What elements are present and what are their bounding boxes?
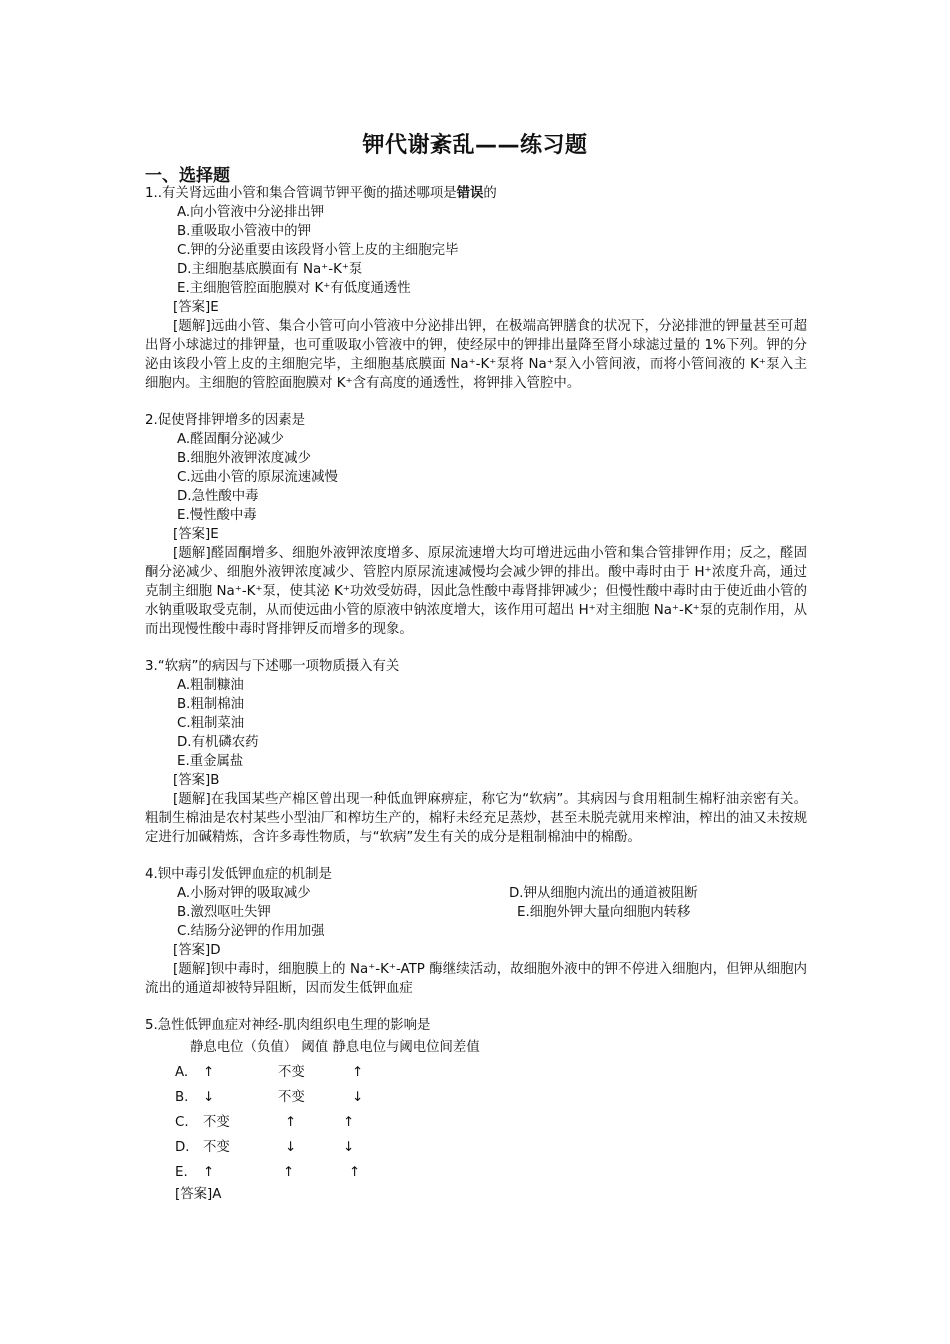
option: E.主细胞管腔面胞膜对 K⁺有低度通透性 (177, 281, 411, 296)
cell: ↓ (203, 1090, 215, 1105)
answer: [答案]D (173, 943, 221, 958)
option: A.小肠对钾的吸取减少 (177, 886, 311, 901)
table-row (145, 1085, 807, 1110)
option: D.有机磷农药 (177, 735, 259, 750)
cell: ↑ (349, 1165, 361, 1180)
option: D.急性酸中毒 (177, 489, 259, 504)
option: A.醛固酮分泌减少 (177, 432, 284, 447)
option: E.慢性酸中毒 (177, 508, 257, 523)
cell: ↑ (203, 1165, 215, 1180)
option: B.激烈呕吐失钾 (177, 905, 271, 920)
cell: ↑ (352, 1065, 364, 1080)
option: A.向小管液中分泌排出钾 (177, 205, 325, 220)
question-stem: 2.促使肾排钾增多的因素是 (145, 413, 306, 428)
cell: ↑ (203, 1065, 215, 1080)
option: C.结肠分泌钾的作用加强 (177, 924, 325, 939)
table-row (145, 1110, 807, 1135)
cell: 不变 (278, 1065, 305, 1080)
option: B.细胞外液钾浓度减少 (177, 451, 311, 466)
option: C.粗制菜油 (177, 716, 245, 731)
option: A.粗制糠油 (177, 678, 244, 693)
option: C.远曲小管的原尿流速减慢 (177, 470, 338, 485)
section-heading: 一、选择题 (145, 166, 230, 186)
question-stem (145, 184, 807, 203)
row-label: E. (175, 1165, 188, 1180)
answer: [答案]E (173, 300, 219, 315)
explanation: [题解]钡中毒时，细胞膜上的 Na⁺-K⁺-ATP 酶继续活动，故细胞外液中的钾不停进入细胞内，但钾从细胞内流出的通道却被特异阻断，因而发生低钾血症 (145, 962, 807, 996)
cell: ↓ (285, 1140, 297, 1155)
option: D.钾从细胞内流出的通道被阻断 (509, 886, 698, 901)
question-stem: 5.急性低钾血症对神经-肌肉组织电生理的影响是 (145, 1018, 431, 1033)
stem-text-tail: 的 (483, 186, 497, 201)
option: E.重金属盐 (177, 754, 244, 769)
page-title: 钾代谢紊乱——练习题 (362, 133, 588, 158)
row-label: D. (175, 1140, 190, 1155)
question-list (145, 184, 807, 1204)
table-header: 静息电位（负值） 阈值 静息电位与阈电位间差值 (190, 1040, 480, 1055)
question-stem: 4.钡中毒引发低钾血症的机制是 (145, 867, 332, 882)
option: B.重吸取小管液中的钾 (177, 224, 311, 239)
table-row (145, 1060, 807, 1085)
table-row (145, 1160, 807, 1185)
cell: 不变 (203, 1140, 230, 1155)
explanation: [题解]远曲小管、集合小管可向小管液中分泌排出钾，在极端高钾膳食的状况下，分泌排泄的钾量甚至可超出肾小球滤过的排钾量，也可重吸取小管液中的钾，使经尿中的钾排出量降至肾小球滤过量的 1%下列。钾的分泌由该段小管上皮的主细胞完毕，主细胞基底膜面 Na⁺-K⁺泵将 Na⁺泵入小管间液，而将小管间液的 K⁺泵入主细胞内。主细胞的管腔面胞膜对 K⁺含有高度的通透性，将钾排入管腔中。 (145, 319, 807, 391)
stem-text: 1..有关肾远曲小管和集合管调节钾平衡的描述哪项是 (145, 186, 457, 201)
question-stem: 3.“软病”的病因与下述哪一项物质摄入有关 (145, 659, 400, 674)
cell: ↓ (352, 1090, 364, 1105)
table-row (145, 1135, 807, 1160)
option: C.钾的分泌重要由该段肾小管上皮的主细胞完毕 (177, 243, 459, 258)
row-label: B. (175, 1090, 189, 1105)
cell: ↑ (343, 1115, 355, 1130)
answer: [答案]E (173, 527, 219, 542)
cell: ↑ (283, 1165, 295, 1180)
cell: 不变 (278, 1090, 305, 1105)
cell: 不变 (203, 1115, 230, 1130)
option: E.细胞外钾大量向细胞内转移 (517, 905, 691, 920)
stem-emphasis: 错误 (456, 186, 484, 201)
explanation: [题解]醛固酮增多、细胞外液钾浓度增多、原尿流速增大均可增进远曲小管和集合管排钾作用；反之，醛固酮分泌减少、细胞外液钾浓度减少、管腔内原尿流速减慢均会减少钾的排出。酸中毒时由于 H⁺浓度升高，通过克制主细胞 Na⁺-K⁺泵，使其泌 K⁺功效受妨碍，因此急性酸中毒肾排钾减少；但慢性酸中毒时由于使近曲小管的水钠重吸取受克制，从而使远曲小管的原液中钠浓度增大，该作用可超出 H⁺对主细胞 Na⁺-K⁺泵的克制作用，从而出现慢性酸中毒时肾排钾反而增多的现象。 (145, 546, 807, 637)
option-row (145, 903, 807, 922)
explanation: [题解]在我国某些产棉区曾出现一种低血钾麻痹症，称它为“软病”。其病因与食用粗制生棉籽油亲密有关。粗制生棉油是农村某些小型油厂和榨坊生产的，棉籽未经充足蒸炒，甚至未脱壳就用来榨油，榨出的油又未按规定进行加碱精炼，含许多毒性物质，与“软病”发生有关的成分是粗制棉油中的棉酚。 (145, 792, 807, 845)
option: D.主细胞基底膜面有 Na⁺-K⁺泵 (177, 262, 363, 277)
row-label: A. (175, 1065, 189, 1080)
answer: [答案]B (173, 773, 220, 788)
row-label: C. (175, 1115, 189, 1130)
option: B.粗制棉油 (177, 697, 245, 712)
answer: [答案]A (175, 1187, 222, 1202)
option-row (145, 884, 807, 903)
cell: ↓ (343, 1140, 355, 1155)
cell: ↑ (285, 1115, 297, 1130)
